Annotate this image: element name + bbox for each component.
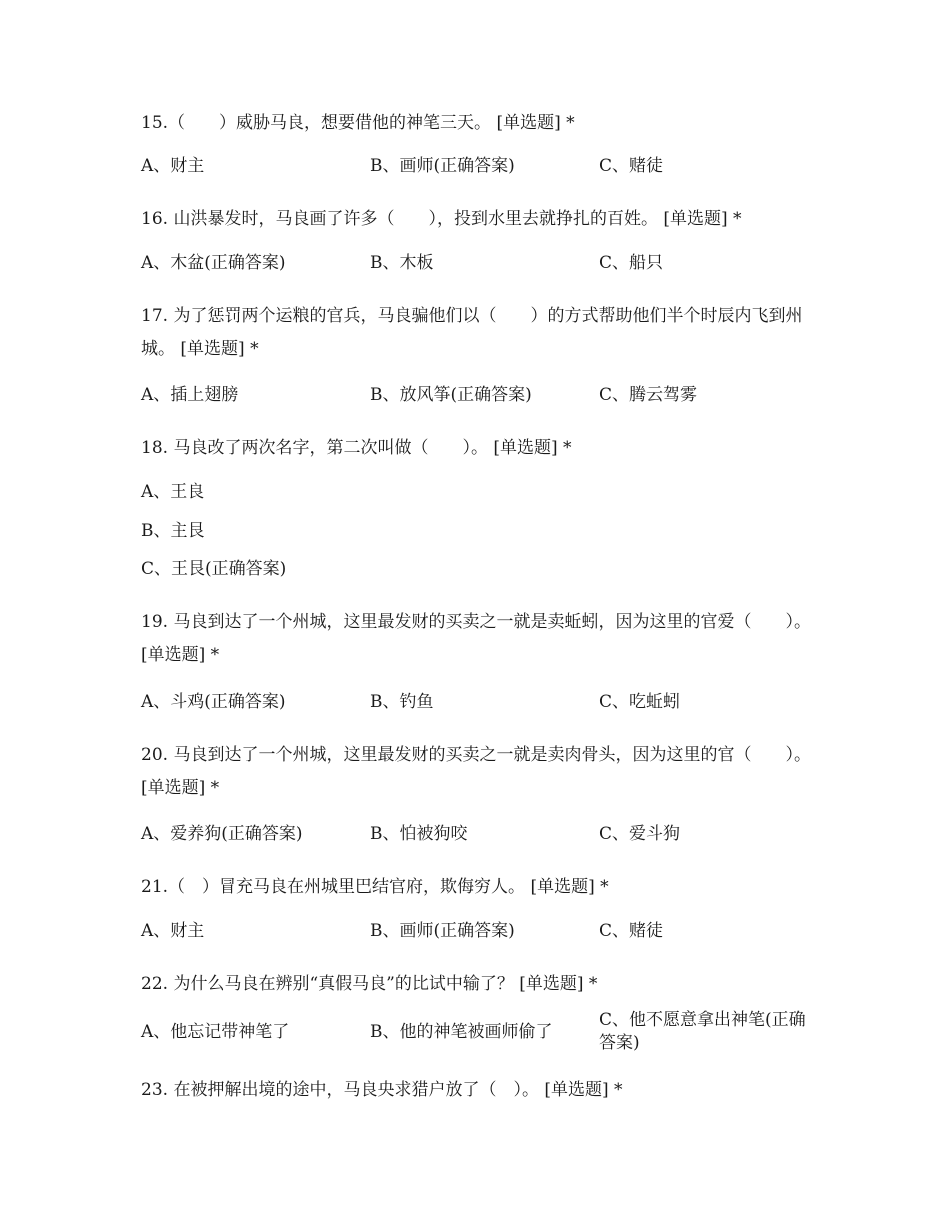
question-17: 17. 为了惩罚两个运粮的官兵，马良骗他们以（ ）的方式帮助他们半个时辰内飞到州城。 [单选题] * [141,306,803,359]
question-22: 22. 为什么马良在辨别“真假马良”的比试中输了？ [单选题] * [141,974,598,994]
option-b[interactable]: B、主艮 [141,521,205,541]
option-c[interactable]: C、赌徒 [599,921,664,941]
option-b[interactable]: B、放风筝(正确答案) [370,385,532,405]
options-17 [141,380,821,410]
option-a[interactable]: A、爱养狗(正确答案) [141,824,303,844]
option-c[interactable]: C、王艮(正确答案) [141,559,287,579]
option-a[interactable]: A、木盆(正确答案) [141,253,286,273]
option-b[interactable]: B、钓鱼 [370,692,434,712]
option-c[interactable]: C、他不愿意拿出神笔(正确答案) [599,1010,806,1053]
option-a[interactable]: A、财主 [141,921,205,941]
question-21: 21.（ ）冒充马良在州城里巴结官府，欺侮穷人。 [单选题] * [141,877,609,897]
option-c[interactable]: C、爱斗狗 [599,824,681,844]
options-20 [141,819,821,849]
question-15: 15.（ ）威胁马良，想要借他的神笔三天。 [单选题] * [141,113,575,133]
option-a[interactable]: A、插上翅膀 [141,385,239,405]
options-16 [141,248,821,278]
question-18: 18. 马良改了两次名字，第二次叫做（ ）。 [单选题] * [141,438,572,458]
question-23: 23. 在被押解出境的途中，马良央求猎户放了（ ）。 [单选题] * [141,1080,623,1100]
question-19: 19. 马良到达了一个州城，这里最发财的买卖之一就是卖蚯蚓，因为这里的官爱（ ）。 [单选题] * [141,612,811,665]
option-c[interactable]: C、赌徒 [599,156,664,176]
option-c[interactable]: C、船只 [599,253,664,273]
option-b[interactable]: B、画师(正确答案) [370,156,515,176]
option-c[interactable]: C、吃蚯蚓 [599,692,681,712]
question-20: 20. 马良到达了一个州城，这里最发财的买卖之一就是卖肉骨头，因为这里的官（ ）。 [单选题] * [141,745,811,798]
options-21 [141,916,821,946]
options-22 [141,1010,821,1053]
option-c[interactable]: C、腾云驾雾 [599,385,698,405]
option-b[interactable]: B、木板 [370,253,434,273]
option-b[interactable]: B、画师(正确答案) [370,921,515,941]
option-a[interactable]: A、斗鸡(正确答案) [141,692,286,712]
option-a[interactable]: A、王良 [141,482,205,502]
option-a[interactable]: A、财主 [141,156,205,176]
option-a[interactable]: A、他忘记带神笔了 [141,1022,290,1042]
option-b[interactable]: B、他的神笔被画师偷了 [370,1022,553,1042]
options-15 [141,151,821,181]
question-16: 16. 山洪暴发时，马良画了许多（ ），投到水里去就挣扎的百姓。 [单选题] * [141,209,742,229]
option-b[interactable]: B、怕被狗咬 [370,824,468,844]
options-19 [141,687,821,717]
